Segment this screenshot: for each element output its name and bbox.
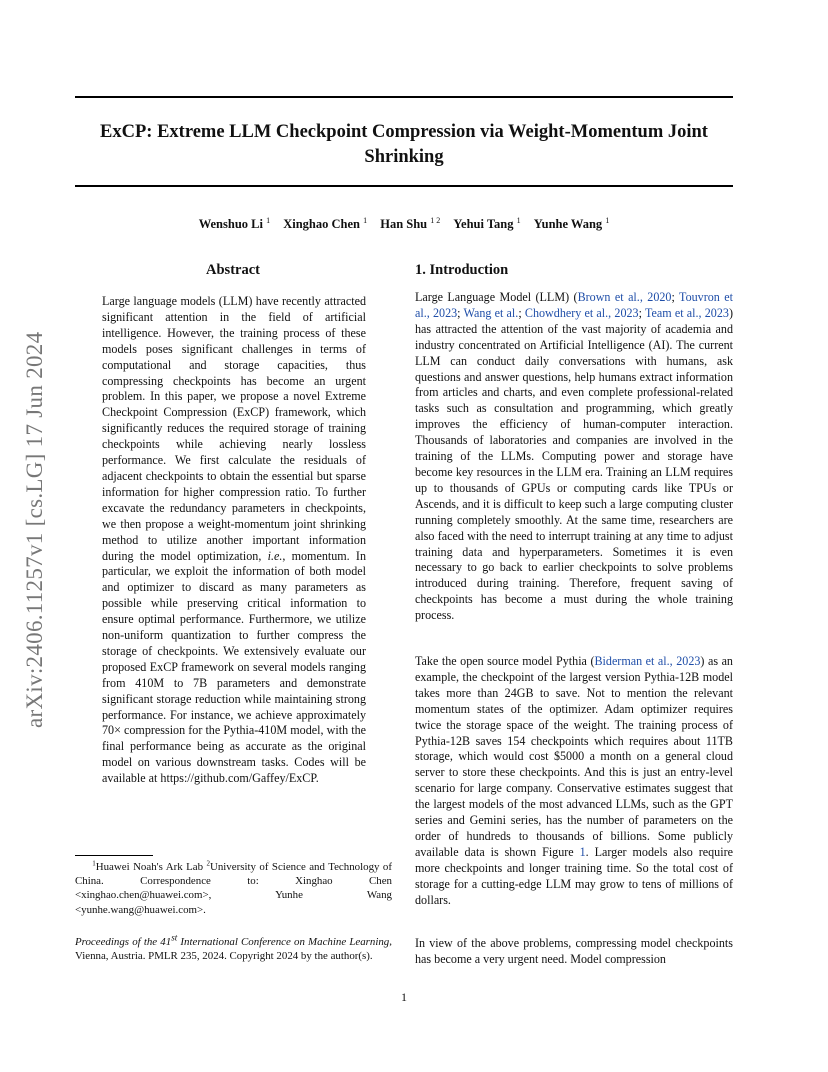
abstract-heading: Abstract — [206, 262, 260, 278]
footnote-rule — [75, 855, 153, 856]
author — [380, 217, 440, 231]
citation-separator: ; — [671, 290, 680, 304]
intro-paragraph-2 — [415, 654, 733, 909]
intro-text: ) as an example, the checkpoint of the largest version Pythia-12B model takes more than 24GB to save. Not to mention the relevant momentum states of the optimizer. Adam optimizer requires twice the storage space of the weight. The training process of Pythia-12B saves 154 checkpoints which requires about 11TB storage, which would cost $5000 a month on a general cloud server to store these checkpoints. And this is just an entry-level scenario for large company. Conservative estimates suggest that the largest models of the most advanced LLMs, such as the GPT series and Gemini series, has the number of parameters on the order of hundreds to thousands of billions. Some publicly available data is shown Figure — [415, 654, 733, 859]
citation-link[interactable]: Wang et al. — [463, 305, 519, 320]
author-name: Wenshuo Li — [198, 217, 263, 231]
abstract-text-part: Large language models (LLM) have recently attracted significant attention in the field of artificial intelligence. However, the training process of these models poses significant challenges in terms of computational and storage capacities, thus compressing checkpoints has become an urgent problem. In this paper, we propose a novel Extreme Checkpoint Compression (ExCP) framework, which significantly reduces the required storage of training checkpoints while achieving nearly lossless performance. We first calculate the residuals of adjacent checkpoints to obtain the essential but sparse information for higher compression ratio. To further excavate the redundancy parameters in checkpoints, we then propose a weight-momentum joint shrinking method to utilize another important information during the model optimization, — [102, 294, 366, 563]
author — [199, 217, 270, 231]
author-name: Yunhe Wang — [533, 217, 603, 231]
author-name: Yehui Tang — [453, 217, 514, 231]
author-affiliation: 1 — [363, 215, 368, 225]
footnote-text: University of Science and Technology of China. Correspondence to: Xinghao Chen <xinghao.chen@huawei.com>, Yunhe Wang <yunhe.wang@huawei.com>. — [75, 861, 392, 916]
citation-separator: ; — [638, 305, 645, 320]
proceedings-venue — [75, 932, 390, 948]
author-affiliation: 1 — [266, 215, 271, 225]
author-list — [75, 216, 733, 232]
author — [453, 217, 520, 231]
intro-paragraph-3: In view of the above problems, compressing model checkpoints has become a very urgent need. Model compression — [415, 936, 733, 966]
title-top-rule — [75, 96, 733, 98]
citation-link[interactable]: Chowdhery et al., 2023 — [524, 305, 639, 320]
footnote-mark: 1 — [92, 859, 96, 868]
paper-title: ExCP: Extreme LLM Checkpoint Compression via Weight-Momentum Joint Shrinking — [100, 122, 708, 167]
arxiv-identifier: arXiv:2406.11257v1 [cs.LG] 17 Jun 2024 — [22, 331, 47, 729]
proceedings-suffix: International Conference on Machine Learning — [177, 935, 390, 948]
affiliation-footnote — [75, 860, 392, 917]
author-affiliation: 1 2 — [430, 215, 441, 225]
intro-text: Take the open source model Pythia ( — [415, 654, 595, 668]
author-affiliation: 1 — [516, 215, 521, 225]
proceedings-rest: , Vienna, Austria. PMLR 235, 2024. Copyright 2024 by the author(s). — [75, 935, 392, 962]
footnote-text: Huawei Noah's Ark Lab — [95, 861, 207, 873]
footnote-mark: 2 — [206, 859, 210, 868]
intro-paragraph-1 — [415, 290, 733, 624]
intro-text: ) has attracted the attention of the vast majority of academia and industry concentrated on Artificial Intelligence (AI). The current LLM can conduct daily conversations with humans, ask questions and answer questions, help humans extract information from articles and charts, and even complete professional-related tasks such as consultation and programming, which greatly improves the efficiency of human-computer interaction. Thousands of laboratories and companies are involved in the training of the LLMs. Computing power and storage have become key resources in the LLM era. Training an LLM requires up to thousands of GPUs or computing cards like TPUs or Ascends, and it is difficult to keep such a large computing cluster running completely smoothly. At the same time, researchers are also faced with the need to interrupt training at any time to adjust training data and hyperparameters. Sometimes it is even necessary to go back to earlier checkpoints to solve problems introduced during training. Therefore, frequent saving of checkpoints has become a must during the whole training process. — [415, 305, 733, 623]
citation-separator: ; — [457, 305, 464, 320]
abstract-text-part: , momentum. In particular, we exploit the information of both model and optimizer to discard as many parameters as possible while preserving critical information to ensure optimal performance. Furthermore, we utilize non-uniform quantization to further compress the storage of checkpoints. We extensively evaluate our proposed ExCP framework on several models ranging from 410M to 7B parameters and demonstrate significant storage reduction while maintaining strong performance. For instance, we achieve approximately 70× compression for the Pythia-410M model, with the final performance being as accurate as the original model on various downstream tasks. Codes will be available at https://github.com/Gaffey/ExCP. — [102, 548, 366, 786]
citation-link[interactable]: Touvron et al., 2023 — [415, 290, 734, 320]
author — [534, 217, 610, 231]
author-name: Han Shu — [380, 217, 428, 231]
title-bottom-rule — [75, 185, 733, 187]
proceedings-note — [75, 930, 392, 963]
citation-link[interactable]: Brown et al., 2020 — [577, 290, 672, 304]
proceedings-prefix: Proceedings of the 41 — [75, 935, 172, 948]
citation-link[interactable]: Biderman et al., 2023 — [594, 654, 701, 668]
intro-text: . Larger models also require more checkpoints and longer training time. So the total cost of storage for a cutting-edge LLM may grow to tens of millions of dollars. — [415, 844, 733, 907]
citation-separator: ; — [518, 305, 525, 320]
intro-text: Large Language Model (LLM) ( — [415, 290, 578, 304]
citation-link[interactable]: Team et al., 2023 — [644, 305, 729, 320]
introduction-heading: 1. Introduction — [415, 262, 509, 278]
figure-reference-link[interactable]: 1 — [579, 844, 586, 859]
abstract-ie: i.e. — [267, 548, 283, 563]
author-name: Xinghao Chen — [283, 217, 360, 231]
abstract-text — [102, 294, 366, 787]
author — [283, 217, 367, 231]
page-number: 1 — [401, 990, 407, 1004]
author-affiliation: 1 — [605, 215, 610, 225]
ordinal-suffix: st — [171, 932, 178, 942]
